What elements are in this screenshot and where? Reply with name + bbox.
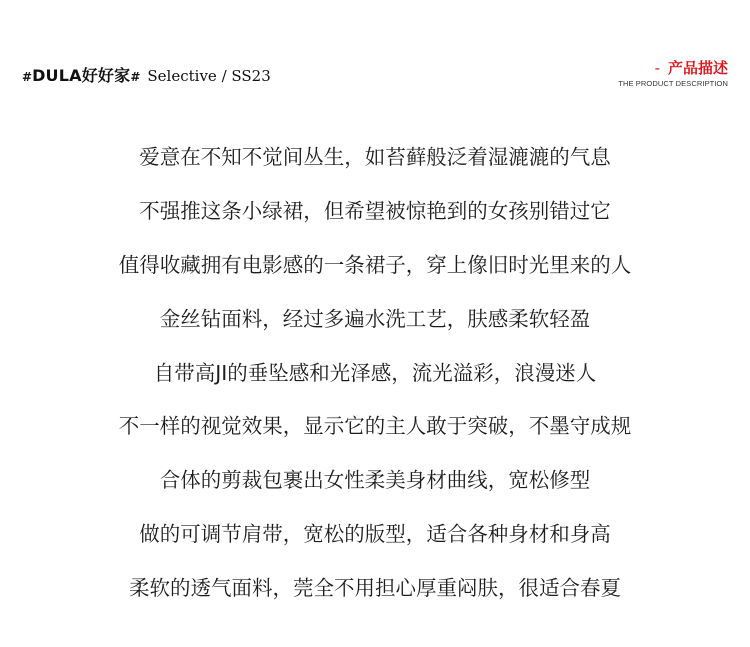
description-line: 柔软的透气面料，莞全不用担心厚重闷肤，很适合春夏 [129,576,621,601]
description-line: 不强推这条小绿裙，但希望被惊艳到的女孩别错过它 [139,198,611,223]
product-description-title-row [618,58,728,78]
product-description-heading [618,58,728,89]
description-line: 不一样的视觉效果，显示它的主人敢于突破，不墨守成规 [118,414,632,439]
brand-name: DULA好好家 [32,66,131,85]
description-line: 爱意在不知不觉间丛生，如苔藓般泛着湿漉漉的气息 [139,145,611,169]
product-description-subtitle: THE PRODUCT DESCRIPTION [618,79,728,88]
brand-hash-left: # [22,70,33,84]
brand-collection: Selective / SS23 [147,67,271,85]
description-line: 值得收藏拥有电影感的一条裙子，穿上像旧时光里来的人 [118,252,632,277]
title-dash: - [654,59,660,77]
brand-hash-right: # [130,70,141,84]
description-line: 合体的剪裁包裹出女性柔美身材曲线，宽松修型 [159,468,591,493]
description-line: 做的可调节肩带，宽松的版型，适合各种身材和身高 [139,522,611,547]
description-line: 自带高JI的垂坠感和光泽感，流光溢彩，浪漫迷人 [153,360,597,385]
brand-header [22,63,271,85]
description-line: 金丝钻面料，经过多遍水洗工艺，肤感柔软轻盈 [159,306,591,331]
product-description-title: 产品描述 [667,59,728,77]
description-text-block [0,140,750,625]
